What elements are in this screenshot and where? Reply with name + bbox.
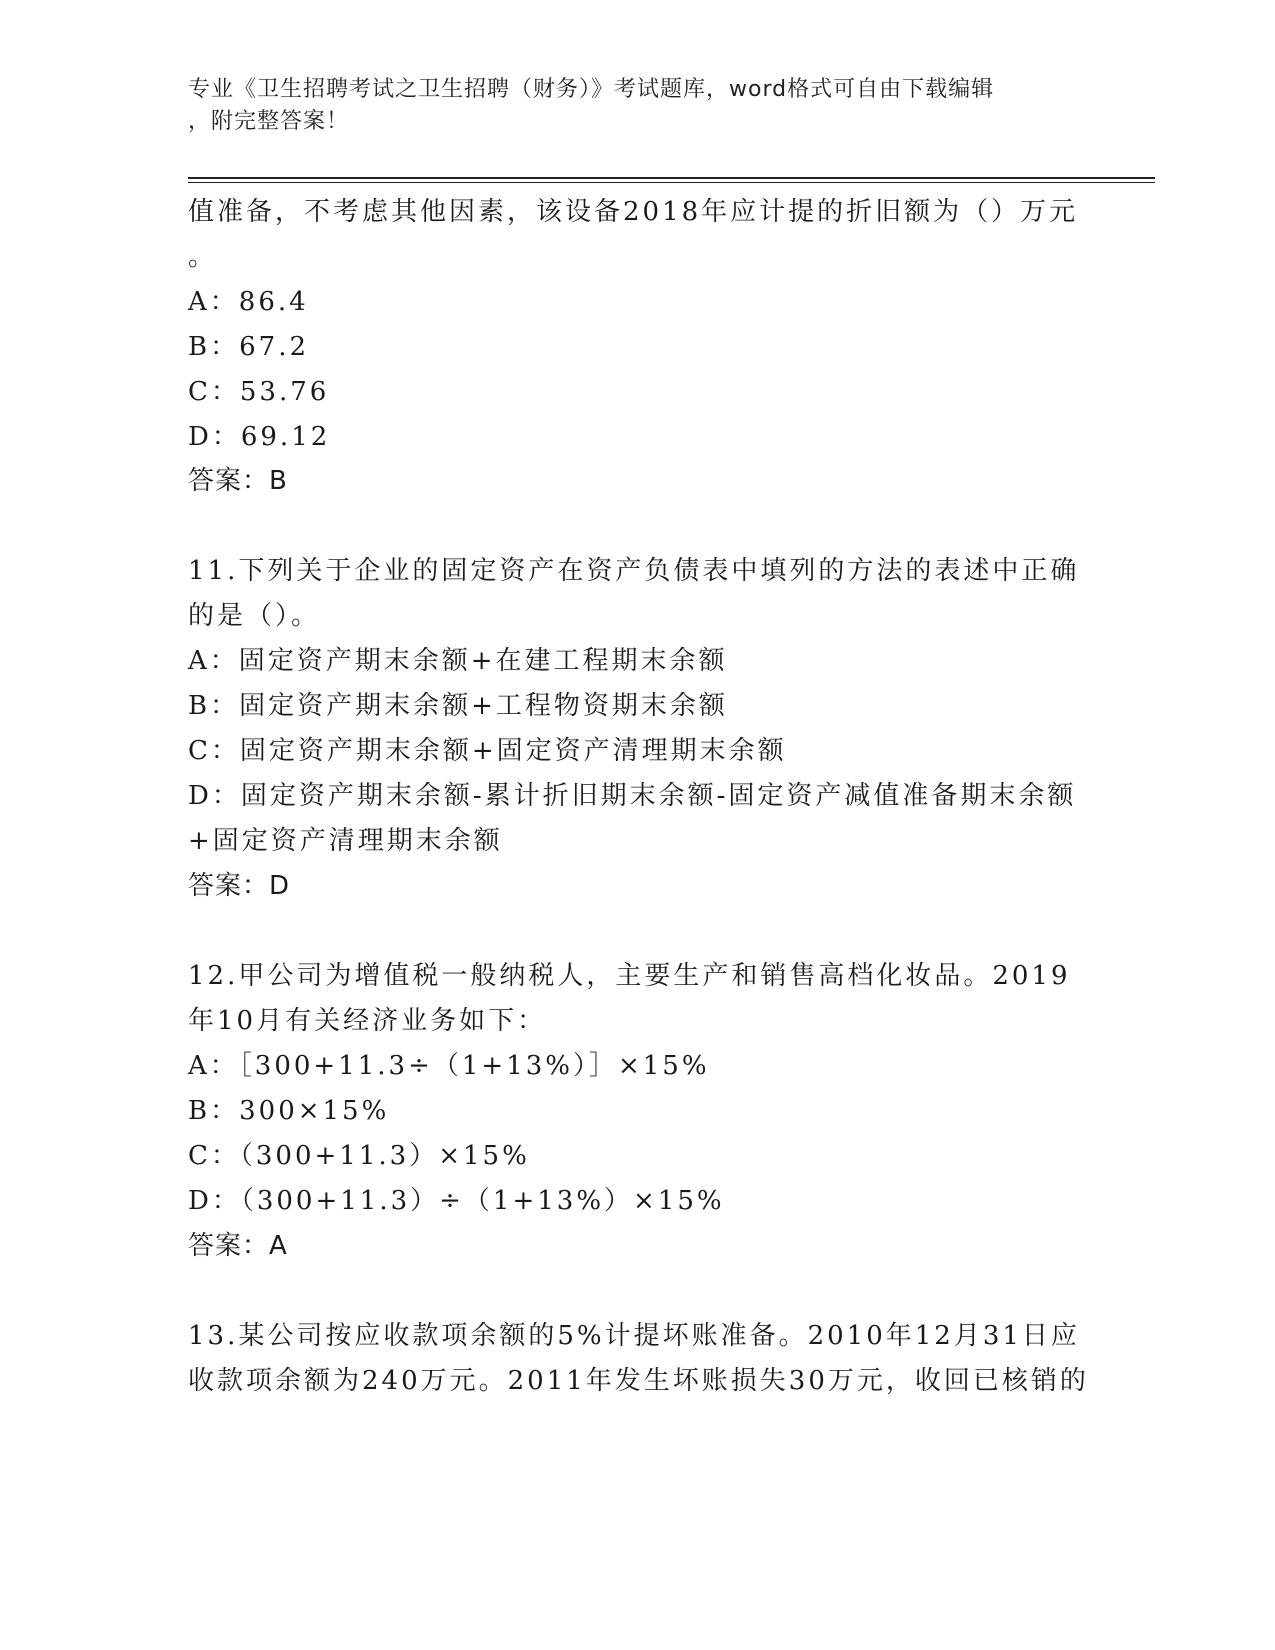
- question-stem-line: 11.下列关于企业的固定资产在资产负债表中填列的方法的表述中正确: [188, 556, 1080, 586]
- question-stem-line: 的是（）。: [188, 601, 321, 631]
- question-stem-line: 值准备，不考虑其他因素，该设备2018年应计提的折旧额为（）万元: [188, 197, 1079, 227]
- option-a: A：86.4: [188, 287, 309, 317]
- option-d-continuation: +固定资产清理期末余额: [188, 826, 503, 856]
- option-c: C：（300+11.3）×15%: [188, 1141, 530, 1171]
- option-c: C：53.76: [188, 377, 330, 407]
- question-list: [188, 190, 1088, 1404]
- option-b: B：固定资产期末余额+工程物资期末余额: [188, 691, 728, 721]
- spacer: [188, 1269, 1088, 1314]
- option-d: D：（300+11.3）÷（1+13%）×15%: [188, 1186, 725, 1216]
- option-a: A：［300+11.3÷（1+13%）］×15%: [188, 1051, 710, 1081]
- question-stem-line: 年10月有关经济业务如下：: [188, 1006, 547, 1036]
- option-d: D：69.12: [188, 422, 331, 452]
- question-11: [188, 549, 1088, 909]
- option-b: B：67.2: [188, 332, 309, 362]
- document-header: [188, 74, 1088, 138]
- question-13: [188, 1314, 1088, 1404]
- answer-line: 答案：B: [188, 466, 288, 496]
- option-a: A：固定资产期末余额+在建工程期末余额: [188, 646, 728, 676]
- option-d: D：固定资产期末余额-累计折旧期末余额-固定资产减值准备期末余额: [188, 781, 1077, 811]
- question-10: [188, 190, 1088, 504]
- option-c: C：固定资产期末余额+固定资产清理期末余额: [188, 736, 787, 766]
- spacer: [188, 909, 1088, 954]
- question-stem-line: 收款项余额为240万元。2011年发生坏账损失30万元，收回已核销的: [188, 1366, 1089, 1396]
- question-stem-line: 。: [188, 242, 218, 272]
- option-b: B：300×15%: [188, 1096, 390, 1126]
- header-line-1: 专业《卫生招聘考试之卫生招聘（财务）》考试题库，word格式可自由下载编辑: [188, 77, 995, 102]
- question-stem-line: 13.某公司按应收款项余额的5%计提坏账准备。2010年12月31日应: [188, 1321, 1080, 1351]
- answer-line: 答案：A: [188, 1231, 288, 1261]
- answer-line: 答案：D: [188, 871, 291, 901]
- spacer: [188, 504, 1088, 549]
- header-divider: [188, 177, 1155, 183]
- question-12: [188, 954, 1088, 1269]
- question-stem-line: 12.甲公司为增值税一般纳税人，主要生产和销售高档化妆品。2019: [188, 961, 1071, 991]
- header-line-2: ，附完整答案！: [188, 109, 350, 134]
